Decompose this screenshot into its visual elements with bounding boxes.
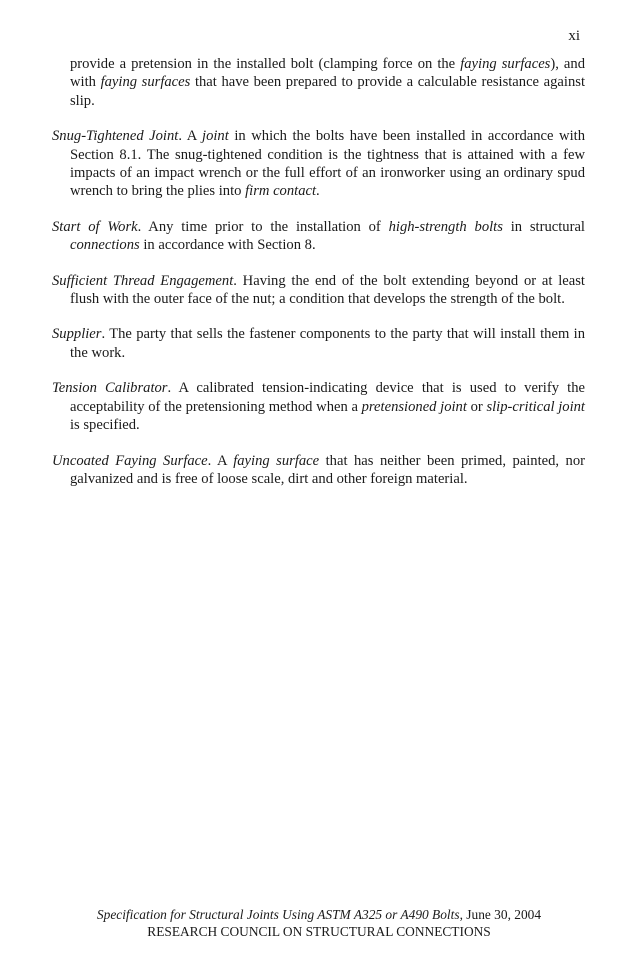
defined-term-link: connections	[70, 237, 140, 254]
defined-term-link: firm contact	[245, 183, 317, 200]
defined-term-link: pretensioned joint	[361, 398, 467, 415]
glossary-term: Start of Work	[52, 218, 138, 235]
defined-term-link: high-strength bolts	[388, 218, 503, 235]
defined-term-link: faying surface	[233, 452, 320, 469]
glossary-term: Tension Calibrator	[52, 380, 168, 397]
glossary-entry-sufficient-thread-engagement: Sufficient Thread Engagement. Having the end of the bolt extending beyond or at least flush with the outer face of the nut; a condition that develops the strength of the bolt.	[52, 272, 585, 308]
glossary-term: Snug-Tightened Joint	[52, 128, 179, 145]
glossary-entry-snug-tightened-joint: Snug-Tightened Joint. A joint in which the bolts have been installed in accordance with Section 8.1. The snug-tightened condition is the tightness that is attained with a few impacts of an impact wrench or the full effort of an ironworker using an ordinary spud wrench to bring the plies into firm contact.	[52, 128, 585, 200]
footer-date: , June 30, 2004	[459, 907, 542, 922]
glossary-term: Sufficient Thread Engagement	[52, 272, 234, 289]
footer-council: RESEARCH COUNCIL ON STRUCTURAL CONNECTIONS	[147, 924, 491, 939]
glossary-content	[52, 55, 585, 505]
glossary-entry-uncoated-faying-surface: Uncoated Faying Surface. A faying surface that has neither been primed, painted, nor galvanized and is free of loose scale, dirt and other foreign material.	[52, 452, 586, 487]
footer-document-title: Specification for Structural Joints Using ASTM A325 or A490 Bolts	[96, 907, 460, 922]
page-number: xi	[568, 28, 580, 44]
defined-term-link: faying surfaces	[460, 56, 551, 72]
defined-term-link: slip-critical joint	[486, 398, 585, 415]
glossary-term: Supplier	[52, 326, 102, 343]
page-footer	[0, 906, 638, 940]
defined-term-link: faying surfaces	[100, 74, 191, 91]
footer-title-line	[0, 906, 638, 923]
continuation-paragraph: provide a pretension in the installed bolt (clamping force on the faying surfaces), and with faying surfaces that have been prepared to provide a calculable resistance against slip.	[70, 56, 585, 109]
glossary-entry-tension-calibrator: Tension Calibrator. A calibrated tension-indicating device that is used to verify the acceptability of the pretensioning method when a pretensioned joint or slip-critical joint is specified.	[52, 380, 585, 434]
glossary-term: Uncoated Faying Surface	[52, 452, 208, 469]
defined-term-link: joint	[202, 128, 229, 145]
glossary-entry-start-of-work: Start of Work. Any time prior to the installation of high-strength bolts in structural connections in accordance with Section 8.	[52, 218, 585, 254]
glossary-entry-supplier: Supplier. The party that sells the fastener components to the party that will install them in the work.	[52, 326, 585, 361]
